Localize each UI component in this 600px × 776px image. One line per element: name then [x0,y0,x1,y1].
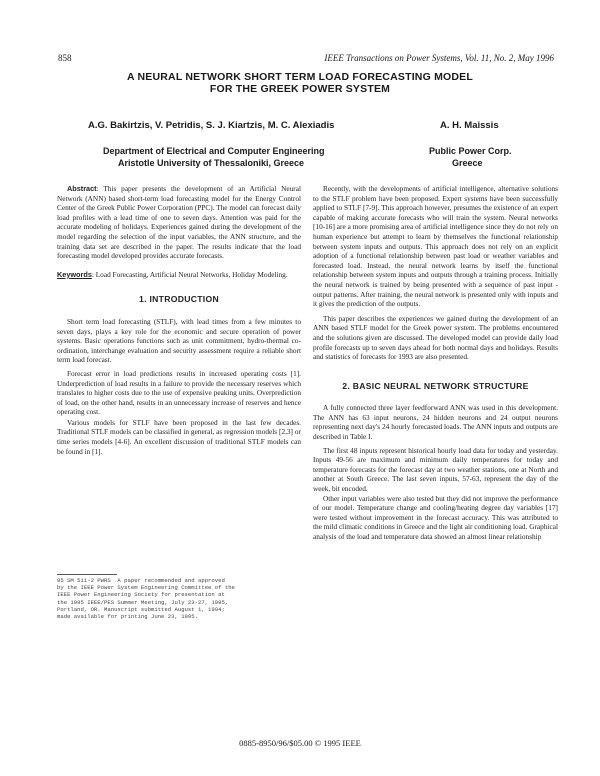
journal-header: IEEE Transactions on Power Systems, Vol. 11, No. 2, May 1996 [324,53,554,63]
abstract [57,184,301,261]
affiliation-2-line1: Public Power Corp. [429,146,512,156]
footnote-line: Portland, OR. Manuscript submitted August 1, 1994; [57,605,225,613]
page-number: 858 [58,53,72,63]
intro-paragraph-1: Short term load forecasting (STLF), with lead times from a few minutes to seven days, plays a key role for the economic and secure operation of power systems. Basic operations functions such as unit commitment, hydro-thermal co-ordination, interchange evaluation and security assessment require a reliable short term load forecast. [57,316,301,365]
col2-paragraph-2: This paper describes the experiences we gained during the development of an ANN based STLF model for the Greek power system. The problems encountered and the solutions given are discussed. The developed model can provide daily load profile forecasts up to seven days ahead for both normal days and holidays. Results and statistics of forecasts for 1993 are also presented. [313,313,558,362]
right-column [313,184,558,542]
left-column [57,184,301,456]
author-list: A.G. Bakirtzis, V. Petridis, S. J. Kiartzis, M. C. Alexiadis [88,120,335,131]
footnote-line: the 1995 IEEE/PES Summer Meeting, July 23-27, 1995, [57,598,229,606]
footnote-line: made available for printing June 23, 1995. [57,613,198,621]
footnote-line: IEEE Power Engineering Society for presentation at [57,591,225,599]
section-1-heading: 1. INTRODUCTION [139,294,219,305]
footnote-rule [57,574,117,575]
col2-paragraph-1: Recently, with the developments of artificial intelligence, alternative solutions to the STLF problem have been proposed. Expert systems have been successfully applied to STLF [7-9]. This approach however, presumes the existence of an expert capable of making accurate forecasts who will train the system. Neural networks [10-16] are a more promising area of artificial intelligence since they do not rely on human experience but attempt to learn by themselves the functional relationship between system inputs and outputs. This approach does not rely on an explicit adoption of a functional relationship between past load or weather variables and forecasted load. Instead, the neural network learns by itself the functional relationship between system inputs and outputs through a training process. Initially the neural network is trained by being presented with a sequence of past input - output patterns. After training, the neural network is presented only with inputs and it gives the prediction of the outputs. [313,184,558,309]
intro-paragraph-2: Forecast error in load predictions results in increased operating costs [1]. Underprediction of load results in a failure to provide the necessary reserves which translates to higher costs due to the use of expensive peaking units. Overprediction of load, on the other hand, results in an unnecessary increase of reserves and hence operating cost. [57,368,301,417]
footnote-line: 95 SM 511-2 PWRS A paper recommended and approved [57,577,225,584]
affiliation-1-line1: Department of Electrical and Computer Engineering [103,146,325,156]
keywords-label: Keywords [57,269,92,279]
intro-paragraph-3: Various models for STLF have been proposed in the last few decades. Traditional STLF models can be classified in general, as regression models [2,3] or time series models [4-6]. An excellent discussion of traditional STLF models can be found in [1]. [57,417,301,456]
affiliation-1-line2: Aristotle University of Thessaloniki, Greece [118,158,305,168]
affiliation-2-line2: Greece [452,158,483,168]
section-2-heading: 2. BASIC NEURAL NETWORK STRUCTURE [342,380,529,391]
footnote-block [57,574,235,620]
footnote-line: by the IEEE Power System Engineering Committee of the [57,584,235,592]
keywords [57,270,301,280]
structure-paragraph-1: A fully connected three layer feedforward ANN was used in this development. The ANN has 63 input neurons, 24 hidden neurons and 24 output neurons representing next day's 24 hourly forecasted loads. The ANN inputs and outputs are described in Table I. [313,403,558,442]
copyright-code: 0885-8950/96/$05.00 © 1995 IEEE [239,738,361,748]
paper-title-line1: A NEURAL NETWORK SHORT TERM LOAD FORECASTING MODEL [127,71,473,83]
author-list-2: A. H. Maissis [440,120,499,131]
abstract-label: Abstract [67,184,97,193]
abstract-text: : This paper presents the development of an Artificial Neural Network (ANN) based short-term load forecasting model for the Energy Control Center of the Greek Public Power Corporation (PPC). The model can forecast daily load profiles with a lead time of one to seven days. Attention was paid for the accurate modeling of holidays. Experiences gained during the development of the model regarding the selection of the input variables, the ANN structure, and the training data set are described in the paper. The results indicate that the load forecasting model developed provides accurate forecasts. [57,184,301,261]
paper-title-line2: FOR THE GREEK POWER SYSTEM [209,83,391,95]
keywords-text: : Load Forecasting, Artificial Neural Networks, Holiday Modeling. [91,269,288,279]
structure-paragraph-3: Other input variables were also tested but they did not improve the performance of our model. Temperature change and cooling/heating degree day variables [17] were tested without improvement in the forecast accuracy. This was attributed to the mild climatic conditions in Greece and the light air conditioning load. Graphical analysis of the load and temperature data showed an almost linear relationship [313,493,558,541]
structure-paragraph-2: The first 48 inputs represent historical hourly load data for today and yesterday. Inputs 49-56 are maximum and minimum daily temperatures for today and temperature forecasts for the forecast day at two weather stations, one at North and another at South Greece. The last seven inputs, 57-63, represent the day of the week, bit encoded. [313,445,558,494]
